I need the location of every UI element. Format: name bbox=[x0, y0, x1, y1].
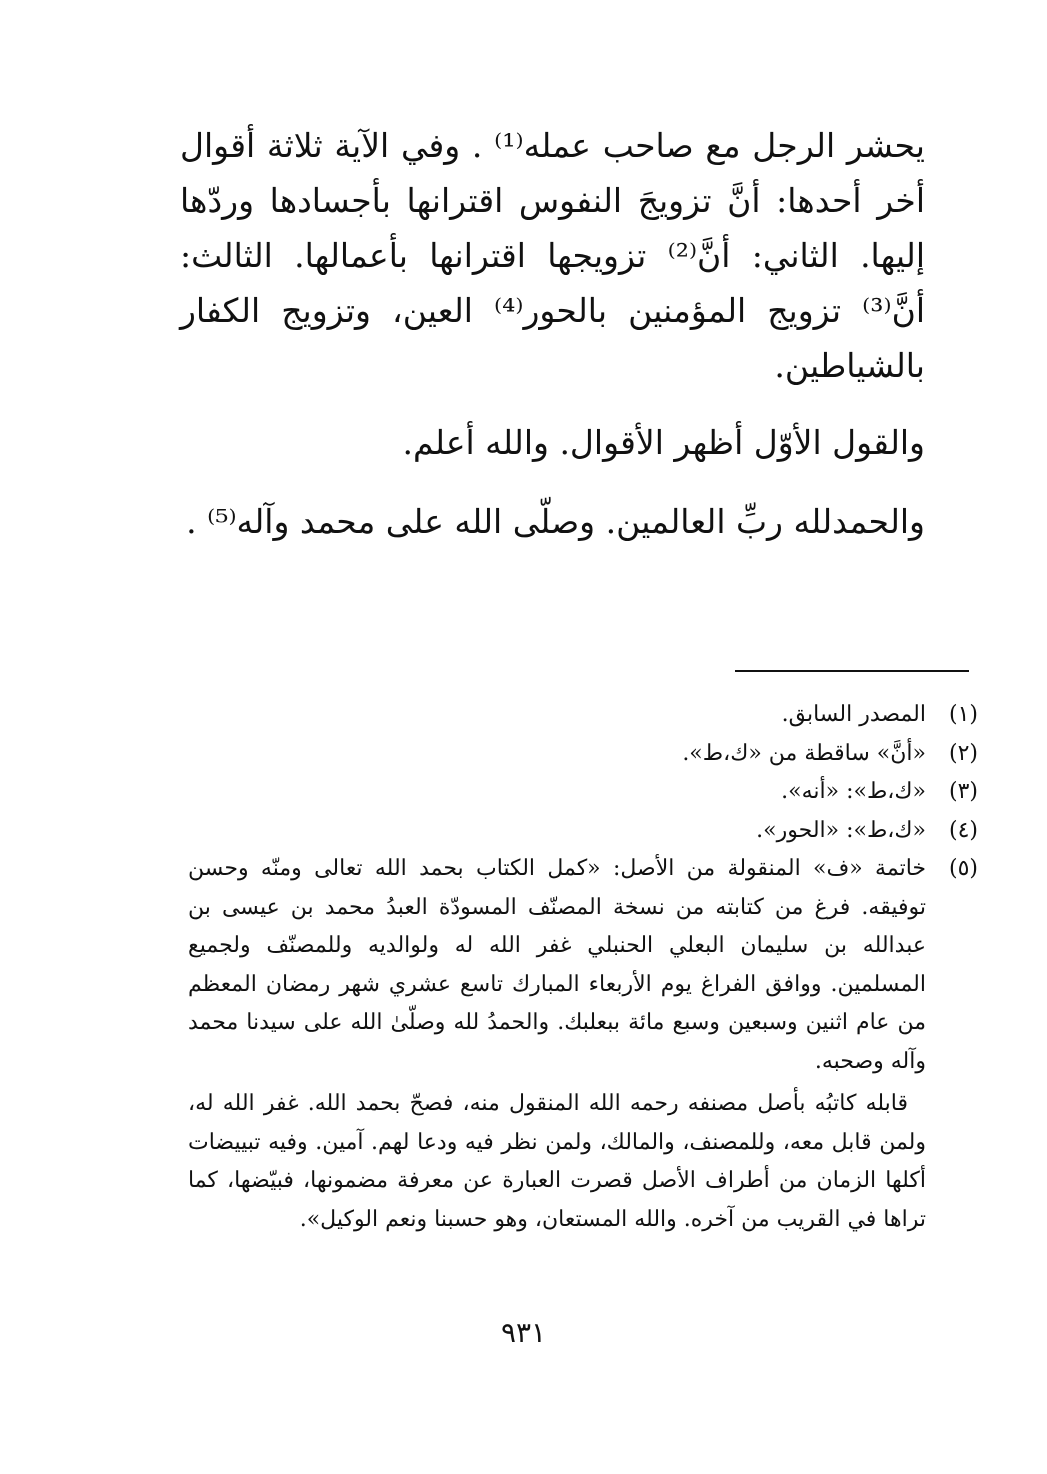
footnote-5 bbox=[188, 850, 978, 1239]
main-paragraph-1: يحشر الرجل مع صاحب عمله⁽¹⁾ . وفي الآية ثلاثة أقوال أخر أحدها: أنَّ تزويجَ النفوس اقترانها بأجسادها وردّها إليها. الثاني: أنَّ⁽²⁾ تزويجها اقترانها بأعمالها. الثالث: أنَّ⁽³⁾ تزويج المؤمنين بالحور⁽⁴⁾ العين، وتزويج الكفار بالشياطين. bbox=[180, 126, 925, 385]
footnote-number: (١) bbox=[948, 702, 978, 727]
footnotes-block bbox=[188, 696, 978, 1239]
main-text-block bbox=[180, 118, 925, 549]
footnote-number: (٤) bbox=[948, 817, 978, 843]
footnote-3 bbox=[188, 773, 978, 812]
footnote-5-paragraph-1: خاتمة «ف» المنقولة من الأصل: «كمل الكتاب بحمد الله تعالى ومنّه وحسن توفيقه. فرغ من كتابته من نسخة المصنّف المسودّة العبدُ محمد بن عيسى بن عبدالله بن سليمان البعلي الحنبلي غفر الله له ولوالديه وللمصنّف ولجميع المسلمين. ووافق الفراغ يوم الأربعاء المبارك تاسع عشري شهر رمضان المعظم من عام اثنين وسبعين وسبع مائة ببعلبك. والحمدُ لله وصلّىٰ الله على سيدنا محمد وآله وصحبه. bbox=[188, 856, 926, 1074]
footnote-number: (٥) bbox=[948, 856, 978, 881]
footnote-divider bbox=[735, 670, 969, 672]
footnote-4 bbox=[188, 812, 978, 851]
footnote-2 bbox=[188, 735, 978, 774]
footnote-text bbox=[188, 850, 938, 1239]
footnote-text: «أنَّ» ساقطة من «ك،ط». bbox=[682, 740, 926, 766]
footnote-text: «ك،ط»: «أنه». bbox=[781, 779, 926, 804]
main-paragraph-3: والحمدلله ربِّ العالمين. وصلّى الله على محمد وآله⁽⁵⁾ . bbox=[186, 502, 925, 541]
footnote-5-paragraph-2: قابله كاتبُه بأصل مصنفه رحمه الله المنقول منه، فصحّ بحمد الله. غفر الله له، ولمن قابل معه، وللمصنف، والمالك، ولمن نظر فيه ودعا لهم. آمين. وفيه تبييضات أكلها الزمان من أطراف الأصل قصرت العبارة عن معرفة مضمونها، فبيّضها، كما تراها في القريب من آخره. والله المستعان، وهو حسبنا ونعم الوكيل». bbox=[188, 1091, 926, 1232]
main-paragraph-2: والقول الأوّل أظهر الأقوال. والله أعلم. bbox=[402, 423, 925, 462]
footnote-text: «ك،ط»: «الحور». bbox=[756, 817, 926, 843]
footnote-number: (٢) bbox=[948, 740, 978, 766]
footnote-number: (٣) bbox=[948, 779, 978, 804]
page-number: ٩٣١ bbox=[500, 1316, 547, 1349]
footnote-1 bbox=[188, 696, 978, 735]
footnote-text: المصدر السابق. bbox=[781, 702, 926, 727]
